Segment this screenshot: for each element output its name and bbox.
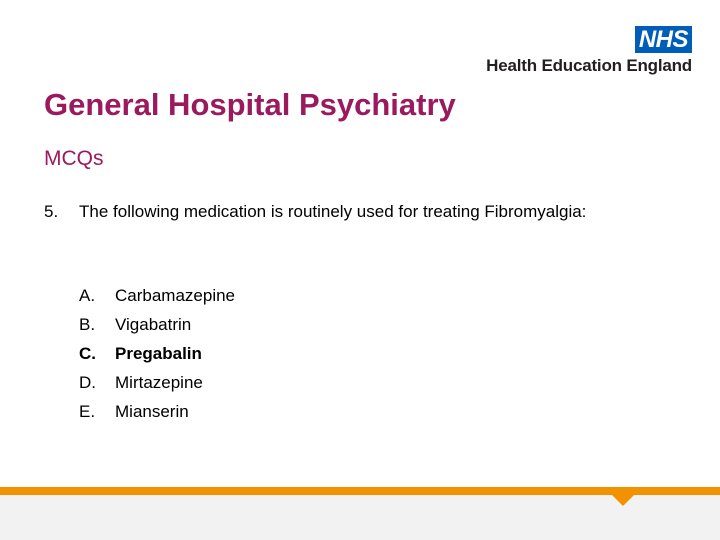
option-letter: B. [79, 315, 96, 334]
option-text: Pregabalin [115, 344, 202, 363]
option-text: Mirtazepine [115, 373, 203, 392]
option-letter: E. [79, 402, 96, 421]
slide-subtitle: MCQs [44, 147, 104, 170]
option-text: Mianserin [115, 402, 189, 421]
option-a [79, 281, 235, 310]
option-text: Vigabatrin [115, 315, 192, 334]
option-b [79, 310, 235, 339]
organisation-name: Health Education England [486, 56, 692, 75]
option-d [79, 368, 235, 397]
option-letter: A. [79, 286, 96, 305]
option-c [79, 339, 235, 368]
option-letter: C. [79, 344, 96, 363]
option-e [79, 397, 235, 426]
footer-notch-marker [611, 494, 635, 506]
option-letter: D. [79, 373, 96, 392]
question-block [44, 200, 604, 223]
answer-options [79, 281, 235, 426]
nhs-logo-badge: NHS [635, 26, 692, 53]
slide-title: General Hospital Psychiatry [44, 87, 456, 122]
question-number: 5. [44, 202, 59, 221]
question-text: The following medication is routinely used for treating Fibromyalgia: [79, 202, 587, 221]
option-text: Carbamazepine [115, 286, 236, 305]
nhs-hee-logo [486, 26, 692, 76]
